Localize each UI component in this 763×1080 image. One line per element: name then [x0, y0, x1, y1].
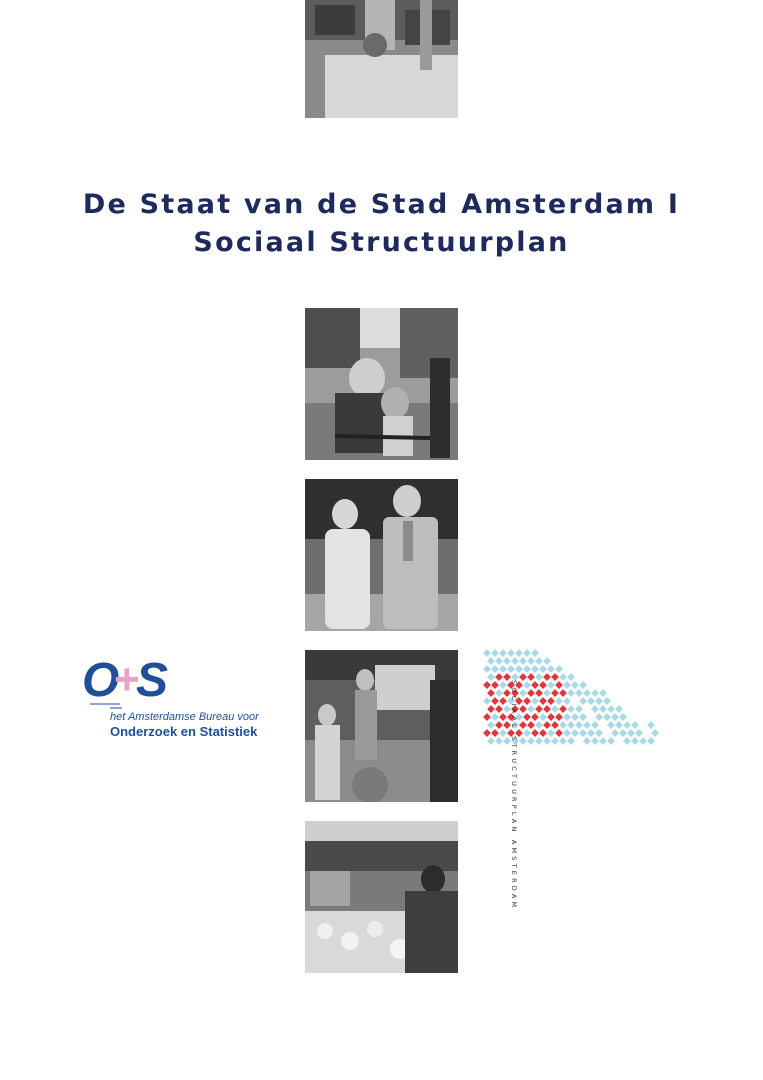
mosaic-tile: [535, 673, 543, 681]
mosaic-tile: [591, 721, 599, 729]
mosaic-tile: [487, 673, 495, 681]
mosaic-tile: [543, 721, 551, 729]
mosaic-tile: [555, 665, 563, 673]
mosaic-tile: [535, 657, 543, 665]
mosaic-tile: [535, 689, 543, 697]
mosaic-tile: [555, 697, 563, 705]
mosaic-tile: [579, 697, 587, 705]
mosaic-tile: [523, 729, 531, 737]
mosaic-tile: [535, 737, 543, 745]
mosaic-tile: [523, 649, 531, 657]
mosaic-tile: [631, 721, 639, 729]
page-title: [0, 186, 763, 262]
mosaic-tile: [559, 705, 567, 713]
mosaic-tile: [539, 697, 547, 705]
mosaic-tile: [559, 721, 567, 729]
mosaic-tile: [523, 681, 531, 689]
mosaic-tile: [483, 729, 491, 737]
mosaic-tile: [527, 673, 535, 681]
mosaic-tile: [571, 729, 579, 737]
mosaic-tile: [499, 665, 507, 673]
mosaic-tile: [487, 705, 495, 713]
mosaic-tile: [495, 721, 503, 729]
mosaic-tile: [615, 721, 623, 729]
mosaic-tile: [491, 729, 499, 737]
mosaic-tile: [539, 665, 547, 673]
mosaic-tile: [603, 713, 611, 721]
mosaic-tile: [591, 689, 599, 697]
mosaic-tile: [551, 721, 559, 729]
mosaic-tile: [547, 681, 555, 689]
mosaic-tile: [599, 689, 607, 697]
mosaic-tile: [519, 721, 527, 729]
mosaic-tile: [483, 697, 491, 705]
mosaic-tile: [487, 721, 495, 729]
mosaic-tile: [567, 737, 575, 745]
mosaic-tile: [511, 657, 519, 665]
mosaic-tile: [531, 681, 539, 689]
mosaic-tile: [539, 713, 547, 721]
mosaic-tile: [595, 713, 603, 721]
mosaic-tile: [555, 729, 563, 737]
mosaic-tile: [523, 697, 531, 705]
mosaic-tile: [535, 705, 543, 713]
mosaic-tile: [531, 697, 539, 705]
cover-photo-top: [305, 0, 458, 118]
mosaic-tile: [607, 705, 615, 713]
mosaic-tile: [547, 713, 555, 721]
mosaic-tile: [583, 689, 591, 697]
mosaic-tile: [515, 649, 523, 657]
mosaic-tile: [547, 697, 555, 705]
mosaic-tile: [491, 713, 499, 721]
mosaic-tile: [563, 681, 571, 689]
mosaic-tile: [607, 737, 615, 745]
mosaic-tile: [483, 681, 491, 689]
cover-photo-market-stall: [305, 821, 458, 973]
mosaic-tile: [583, 737, 591, 745]
mosaic-tile: [623, 721, 631, 729]
mosaic-tile: [595, 729, 603, 737]
mosaic-tile: [575, 705, 583, 713]
cover-photo-elderly-couple: [305, 479, 458, 631]
mosaic-tile: [531, 665, 539, 673]
mosaic-tile: [531, 649, 539, 657]
publisher-subtitle-line-2: Onderzoek en Statistiek: [110, 724, 258, 739]
mosaic-tile: [611, 713, 619, 721]
publisher-subtitle-line-1: het Amsterdamse Bureau voor: [110, 711, 259, 723]
mosaic-tile: [559, 737, 567, 745]
mosaic-tile: [539, 729, 547, 737]
mosaic-tile: [591, 705, 599, 713]
title-line-1: De Staat van de Stad Amsterdam I: [82, 189, 681, 220]
mosaic-tile: [491, 697, 499, 705]
mosaic-tile: [499, 681, 507, 689]
mosaic-tile: [639, 737, 647, 745]
cover-photo-cyclist: [305, 308, 458, 460]
mosaic-tile: [495, 705, 503, 713]
mosaic-tile: [563, 729, 571, 737]
mosaic-tile: [491, 665, 499, 673]
mosaic-tile: [559, 673, 567, 681]
mosaic-tile: [599, 705, 607, 713]
mosaic-tile: [579, 729, 587, 737]
mosaic-tile: [559, 689, 567, 697]
mosaic-tile: [495, 689, 503, 697]
mosaic-tile: [551, 705, 559, 713]
mosaic-tile: [499, 713, 507, 721]
mosaic-tile: [571, 681, 579, 689]
mosaic-tile: [603, 697, 611, 705]
mosaic-tile: [587, 729, 595, 737]
svg-text:+: +: [114, 655, 140, 704]
mosaic-tile: [563, 697, 571, 705]
mosaic-tile: [567, 673, 575, 681]
mosaic-tile: [623, 737, 631, 745]
mosaic-tile: [587, 697, 595, 705]
mosaic-tile: [519, 737, 527, 745]
mosaic-tile: [487, 657, 495, 665]
mosaic-tile: [487, 737, 495, 745]
mosaic-tile: [611, 729, 619, 737]
mosaic-tile: [523, 713, 531, 721]
mosaic-tile: [583, 721, 591, 729]
mosaic-tile: [627, 729, 635, 737]
mosaic-tile: [563, 713, 571, 721]
mosaic-tile: [495, 737, 503, 745]
mosaic-tile: [527, 737, 535, 745]
mosaic-tile: [543, 737, 551, 745]
mosaic-tile: [527, 721, 535, 729]
cover-photo-market-kids: [305, 650, 458, 802]
title-line-2: Sociaal Structuurplan: [193, 227, 570, 258]
mosaic-tile: [551, 737, 559, 745]
mosaic-tile: [555, 713, 563, 721]
mosaic-tile: [567, 689, 575, 697]
series-vertical-text: SOCIAAL STRUCTUURPLAN AMSTERDAM: [510, 680, 518, 911]
mosaic-tile: [503, 657, 511, 665]
mosaic-tile: [519, 689, 527, 697]
mosaic-tile: [499, 729, 507, 737]
mosaic-tile: [519, 657, 527, 665]
mosaic-tile: [527, 705, 535, 713]
mosaic-tile: [567, 721, 575, 729]
mosaic-tile: [507, 649, 515, 657]
mosaic-tile: [615, 705, 623, 713]
mosaic-tile: [487, 689, 495, 697]
mosaic-tile: [531, 729, 539, 737]
mosaic-tile: [499, 697, 507, 705]
mosaic-tile: [527, 657, 535, 665]
mosaic-tile: [495, 657, 503, 665]
mosaic-tile: [607, 721, 615, 729]
mosaic-tile: [483, 713, 491, 721]
mosaic-tile: [619, 729, 627, 737]
mosaic-tile: [483, 665, 491, 673]
mosaic-tile: [499, 649, 507, 657]
mosaic-tile: [571, 713, 579, 721]
mosaic-tile: [539, 681, 547, 689]
mosaic-tile: [491, 649, 499, 657]
mosaic-tile: [495, 673, 503, 681]
mosaic-tile: [523, 665, 531, 673]
mosaic-tile: [543, 673, 551, 681]
mosaic-tile: [579, 681, 587, 689]
mosaic-tile: [647, 721, 655, 729]
mosaic-tile: [595, 697, 603, 705]
mosaic-tile: [647, 737, 655, 745]
mosaic-tile: [515, 665, 523, 673]
mosaic-tile: [575, 721, 583, 729]
mosaic-tile: [519, 705, 527, 713]
mosaic-tile: [619, 713, 627, 721]
mosaic-tile: [631, 737, 639, 745]
mosaic-tile: [599, 737, 607, 745]
mosaic-tile: [635, 729, 643, 737]
mosaic-tile: [543, 657, 551, 665]
mosaic-tile: [543, 689, 551, 697]
mosaic-tile: [531, 713, 539, 721]
mosaic-tile: [575, 689, 583, 697]
mosaic-tile: [483, 649, 491, 657]
mosaic-tile: [651, 729, 659, 737]
mosaic-tile: [547, 665, 555, 673]
mosaic-tile: [547, 729, 555, 737]
mosaic-tile: [519, 673, 527, 681]
mosaic-tile: [567, 705, 575, 713]
mosaic-tile: [535, 721, 543, 729]
mosaic-tile: [551, 689, 559, 697]
mosaic-tile: [527, 689, 535, 697]
mosaic-tile: [579, 713, 587, 721]
mosaic-tile: [491, 681, 499, 689]
mosaic-tile: [507, 665, 515, 673]
mosaic-tile: [543, 705, 551, 713]
svg-text:O: O: [82, 654, 120, 707]
mosaic-tile: [551, 673, 559, 681]
os-logo: [80, 650, 280, 712]
svg-text:S: S: [136, 654, 169, 707]
mosaic-tile: [591, 737, 599, 745]
mosaic-tile: [555, 681, 563, 689]
